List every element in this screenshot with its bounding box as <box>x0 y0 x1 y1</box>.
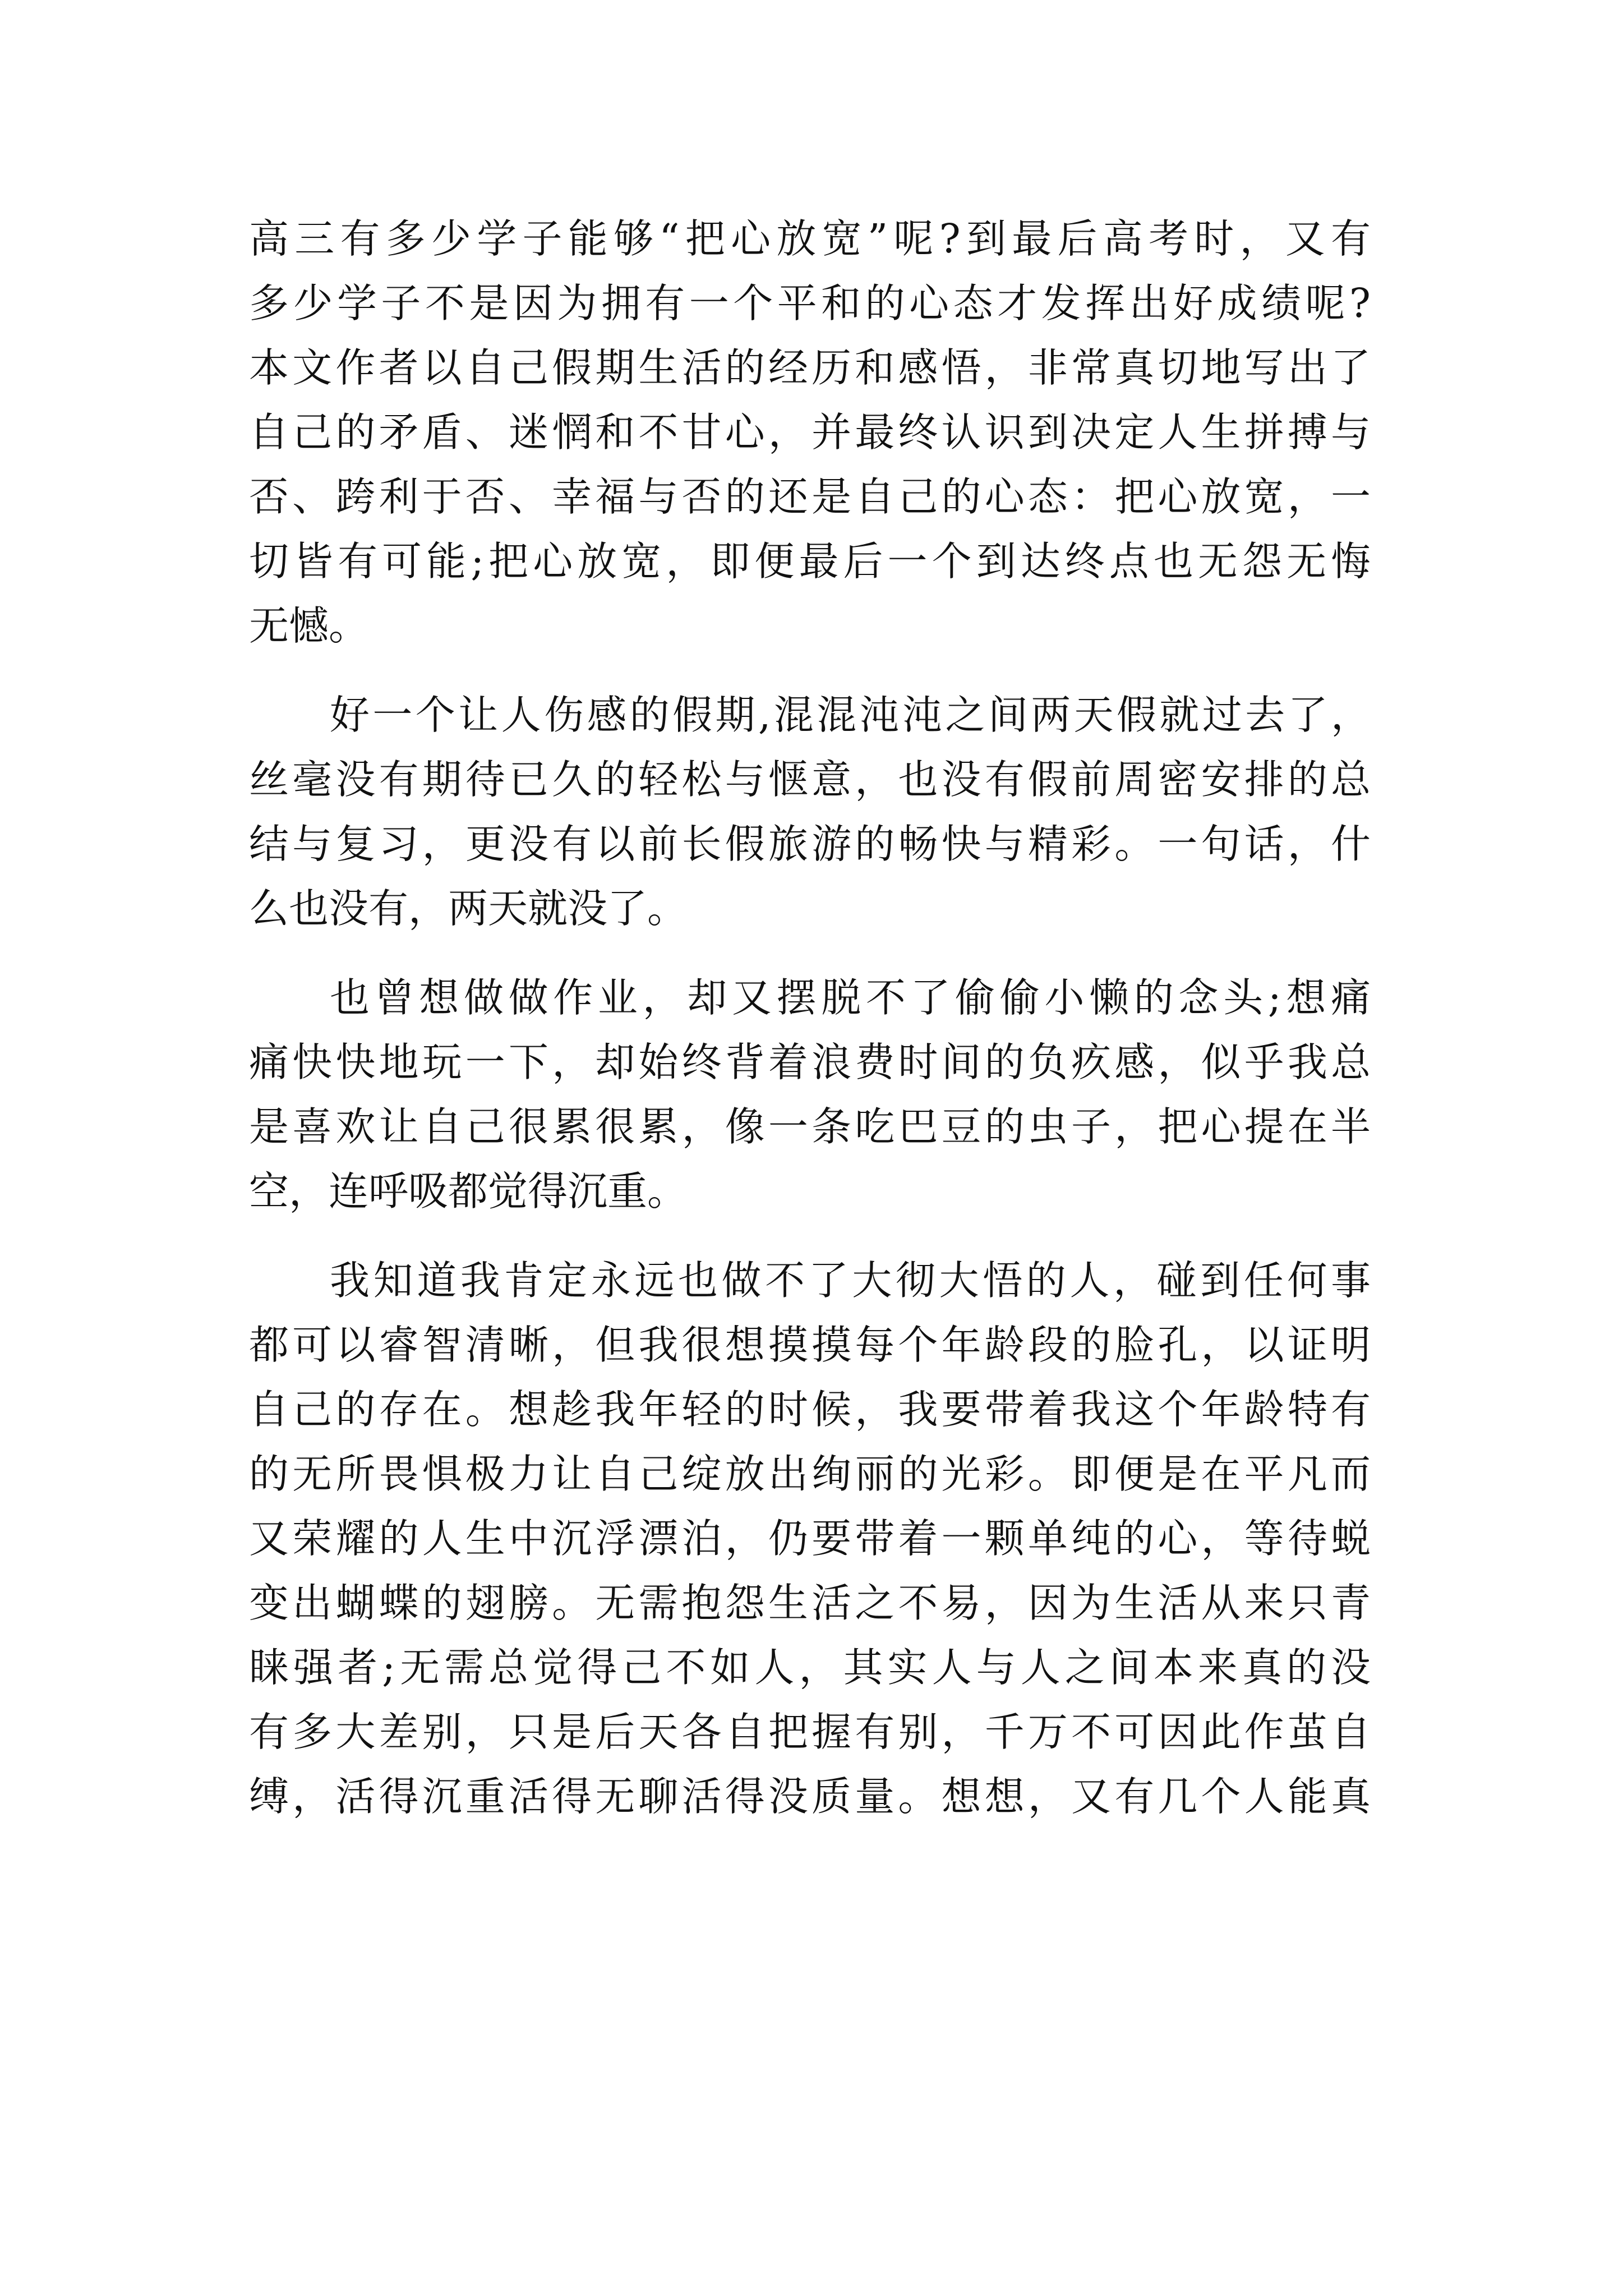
paragraph-holiday <box>249 683 1371 941</box>
text-line: 么也没有，两天就没了。 <box>249 885 688 932</box>
text-line: 无憾。 <box>249 602 369 649</box>
paragraph-reflection <box>249 1248 1371 1829</box>
text-line: 结与复习，更没有以前长假旅游的畅快与精彩。一句话，什 <box>249 821 1371 867</box>
document-body <box>249 206 1371 1829</box>
text-line: 是喜欢让自己很累很累，像一条吃巴豆的虫子，把心提在半 <box>249 1103 1371 1150</box>
paragraph-commentary <box>249 206 1371 658</box>
text-line: 都可以睿智清晰，但我很想摸摸每个年龄段的脸孔，以证明 <box>249 1322 1371 1368</box>
text-line: 睐强者;无需总觉得己不如人，其实人与人之间本来真的没 <box>249 1644 1371 1691</box>
text-line: 的无所畏惧极力让自己绽放出绚丽的光彩。即便是在平凡而 <box>249 1451 1371 1497</box>
text-line: 变出蝴蝶的翅膀。无需抱怨生活之不易，因为生活从来只青 <box>249 1580 1371 1626</box>
text-line: 有多大差别，只是后天各自把握有别，千万不可因此作茧自 <box>249 1709 1371 1755</box>
text-line: 高三有多少学子能够“把心放宽”呢?到最后高考时，又有 <box>249 215 1371 262</box>
paragraph-homework <box>249 965 1371 1223</box>
text-line: 我知道我肯定永远也做不了大彻大悟的人，碰到任何事 <box>330 1257 1371 1304</box>
text-line: 丝毫没有期待已久的轻松与惬意，也没有假前周密安排的总 <box>249 756 1371 803</box>
text-line: 空，连呼吸都觉得沉重。 <box>249 1168 688 1214</box>
text-line: 又荣耀的人生中沉浮漂泊，仍要带着一颗单纯的心，等待蜕 <box>249 1515 1371 1562</box>
text-line: 好一个让人伤感的假期,混混沌沌之间两天假就过去了， <box>330 692 1371 738</box>
text-line: 切皆有可能;把心放宽，即便最后一个到达终点也无怨无悔 <box>249 538 1371 585</box>
text-line: 本文作者以自己假期生活的经历和感悟，非常真切地写出了 <box>249 344 1371 391</box>
text-line: 自己的矛盾、迷惘和不甘心，并最终认识到决定人生拼搏与 <box>249 409 1371 455</box>
text-line: 多少学子不是因为拥有一个平和的心态才发挥出好成绩呢? <box>249 280 1371 326</box>
text-line: 自己的存在。想趁我年轻的时候，我要带着我这个年龄特有 <box>249 1386 1371 1433</box>
text-line: 也曾想做做作业，却又摆脱不了偷偷小懒的念头;想痛 <box>330 974 1371 1021</box>
text-line: 痛快快地玩一下，却始终背着浪费时间的负疚感，似乎我总 <box>249 1039 1371 1085</box>
text-line: 否、跨利于否、幸福与否的还是自己的心态：把心放宽，一 <box>249 473 1371 520</box>
text-line: 缚，活得沉重活得无聊活得没质量。想想，又有几个人能真 <box>249 1773 1371 1820</box>
